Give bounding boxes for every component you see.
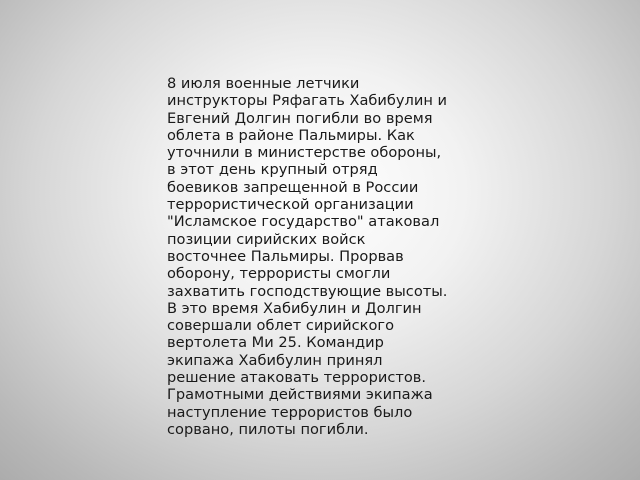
text-line: позиции сирийских войск [167,230,366,248]
text-line: захватить господствующие высоты. [167,282,448,300]
text-line: совершали облет сирийского [167,317,395,335]
text-line: боевиков запрещенной в России [167,178,419,196]
slide-body-text [167,75,512,438]
text-line: вертолета Ми 25. Командир [167,334,384,352]
text-line: "Исламское государство" атаковал [167,213,440,231]
text-line: наступление террористов было [167,403,413,421]
text-line: в этот день крупный отряд [167,161,378,179]
text-line: инструкторы Ряфагать Хабибулин и [167,92,448,110]
text-line: уточнили в министерстве обороны, [167,144,442,162]
text-line: облета в районе Пальмиры. Как [167,126,415,144]
text-line: Грамотными действиями экипажа [167,386,433,404]
text-line: Евгений Долгин погибли во время [167,109,433,127]
text-line: оборону, террористы смогли [167,265,391,283]
text-line: 8 июля военные летчики [167,75,360,92]
text-line: сорвано, пилоты погибли. [167,420,369,438]
text-line: В это время Хабибулин и Долгин [167,299,422,317]
text-line: решение атаковать террористов. [167,369,427,387]
text-line: экипажа Хабибулин принял [167,351,383,369]
text-line: террористической организации [167,196,414,214]
text-line: восточнее Пальмиры. Прорвав [167,247,404,265]
